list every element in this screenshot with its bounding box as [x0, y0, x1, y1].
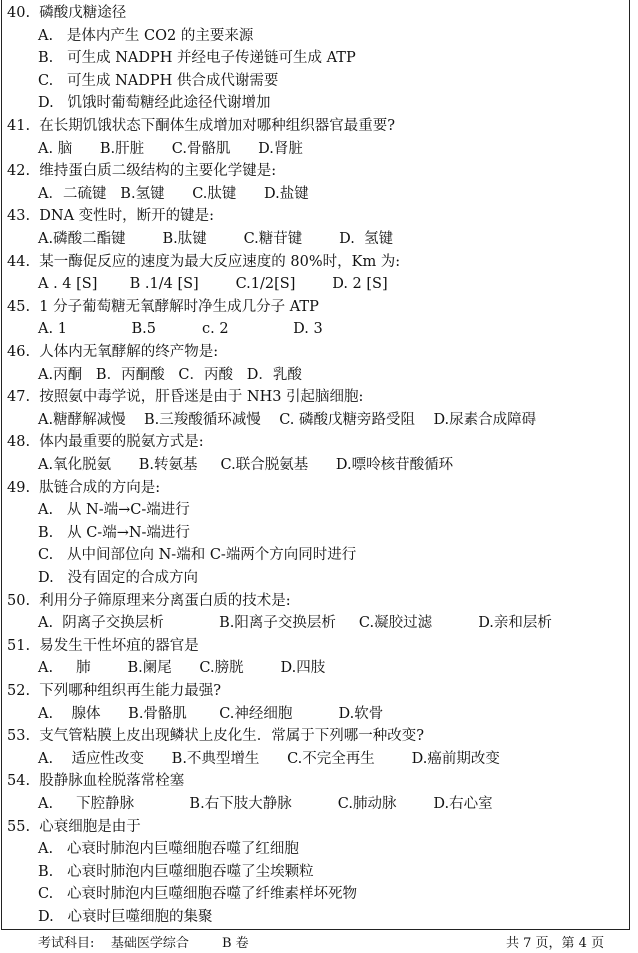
- answer-option: B. 从 C-端→N-端进行: [38, 524, 190, 541]
- question-stem: 41. 在长期饥饿状态下酮体生成增加对哪种组织器官最重要?: [7, 118, 396, 134]
- answer-option: A. 从 N-端→C-端进行: [38, 502, 190, 519]
- question-stem: 46. 人体内无氧酵解的终产物是:: [7, 344, 219, 360]
- question-stem: 44. 某一酶促反应的速度为最大反应速度的 80%时，Km 为:: [7, 253, 401, 270]
- question-stem: 55. 心衰细胞是由于: [7, 818, 141, 835]
- answer-option: A.糖酵解减慢 B.三羧酸循环减慢 C. 磷酸戊糖旁路受阻 D.尿素合成障碍: [38, 411, 537, 428]
- question-stem: 48. 体内最重要的脱氨方式是:: [7, 434, 204, 451]
- answer-option: A. 是体内产生 CO2 的主要来源: [38, 27, 254, 44]
- question-stem: 45. 1 分子葡萄糖无氧酵解时净生成几分子 ATP: [7, 298, 319, 315]
- answer-option: A．二硫键 B.氢键 C.肽键 D.盐键: [38, 185, 309, 202]
- answer-option: C. 可生成 NADPH 供合成代谢需要: [38, 72, 279, 89]
- answer-option: D. 饥饿时葡萄糖经此途径代谢增加: [38, 95, 271, 112]
- footer-page-number: 共 7 页，第 4 页: [506, 936, 605, 951]
- answer-option: D. 没有固定的合成方向: [38, 570, 199, 586]
- answer-option: A. 脑 B.肝脏 C.骨骼肌 D.肾脏: [38, 140, 303, 157]
- answer-option: C. 从中间部位向 N-端和 C-端两个方向同时进行: [38, 547, 357, 564]
- question-stem: 49. 肽链合成的方向是:: [7, 479, 161, 496]
- question-stem: 47. 按照氨中毒学说，肝昏迷是由于 NH3 引起脑细胞:: [7, 389, 364, 406]
- answer-option: A. 阴离子交换层析 B.阳离子交换层析 C.凝胶过滤 D.亲和层析: [38, 615, 552, 632]
- answer-option: A. 1 B.5 c. 2 D. 3: [38, 321, 323, 338]
- answer-option: A.磷酸二酯键 B.肽键 C.糖苷键 D. 氢键: [38, 231, 394, 247]
- answer-option: A. 适应性改变 B.不典型增生 C.不完全再生 D.癌前期改变: [38, 750, 500, 767]
- answer-option: D. 心衰时巨噬细胞的集聚: [38, 909, 213, 925]
- question-stem: 40. 磷酸戊糖途径: [7, 5, 127, 21]
- answer-option: B. 心衰时肺泡内巨噬细胞吞噬了尘埃颗粒: [38, 863, 314, 880]
- answer-option: C. 心衰时肺泡内巨噬细胞吞噬了纤维素样坏死物: [38, 886, 358, 903]
- answer-option: B. 可生成 NADPH 并经电子传递链可生成 ATP: [38, 50, 356, 67]
- question-stem: 53. 支气管粘膜上皮出现鳞状上皮化生．常属于下列哪一种改变?: [7, 728, 425, 745]
- question-stem: 54. 股静脉血栓脱落常栓塞: [7, 773, 185, 790]
- answer-option: A.丙酮 B．丙酮酸 C．丙酸 D．乳酸: [38, 366, 302, 383]
- answer-option: A. 肺 B.阑尾 C.膀胱 D.四肢: [38, 660, 326, 677]
- answer-option: A. 腺体 B.骨骼肌 C.神经细胞 D.软骨: [38, 705, 384, 722]
- question-stem: 50. 利用分子筛原理来分离蛋白质的技术是:: [7, 592, 291, 609]
- question-stem: 43. DNA 变性时，断开的键是:: [7, 208, 215, 225]
- answer-option: A. 下腔静脉 B.右下肢大静脉 C.肺动脉 D.右心室: [38, 796, 493, 812]
- question-stem: 42. 维持蛋白质二级结构的主要化学键是:: [7, 163, 277, 180]
- footer-subject: 考试科目: 基础医学综合 B 卷: [38, 936, 249, 951]
- answer-option: A.氧化脱氨 B.转氨基 C.联合脱氨基 D.嘌呤核苷酸循环: [38, 457, 454, 473]
- question-stem: 52. 下列哪种组织再生能力最强?: [7, 683, 222, 699]
- answer-option: A . 4 [S] B .1/4 [S] C.1/2[S] D. 2 [S]: [38, 276, 388, 293]
- answer-option: A. 心衰时肺泡内巨噬细胞吞噬了红细胞: [38, 841, 299, 858]
- question-stem: 51. 易发生干性坏疽的器官是: [7, 637, 199, 654]
